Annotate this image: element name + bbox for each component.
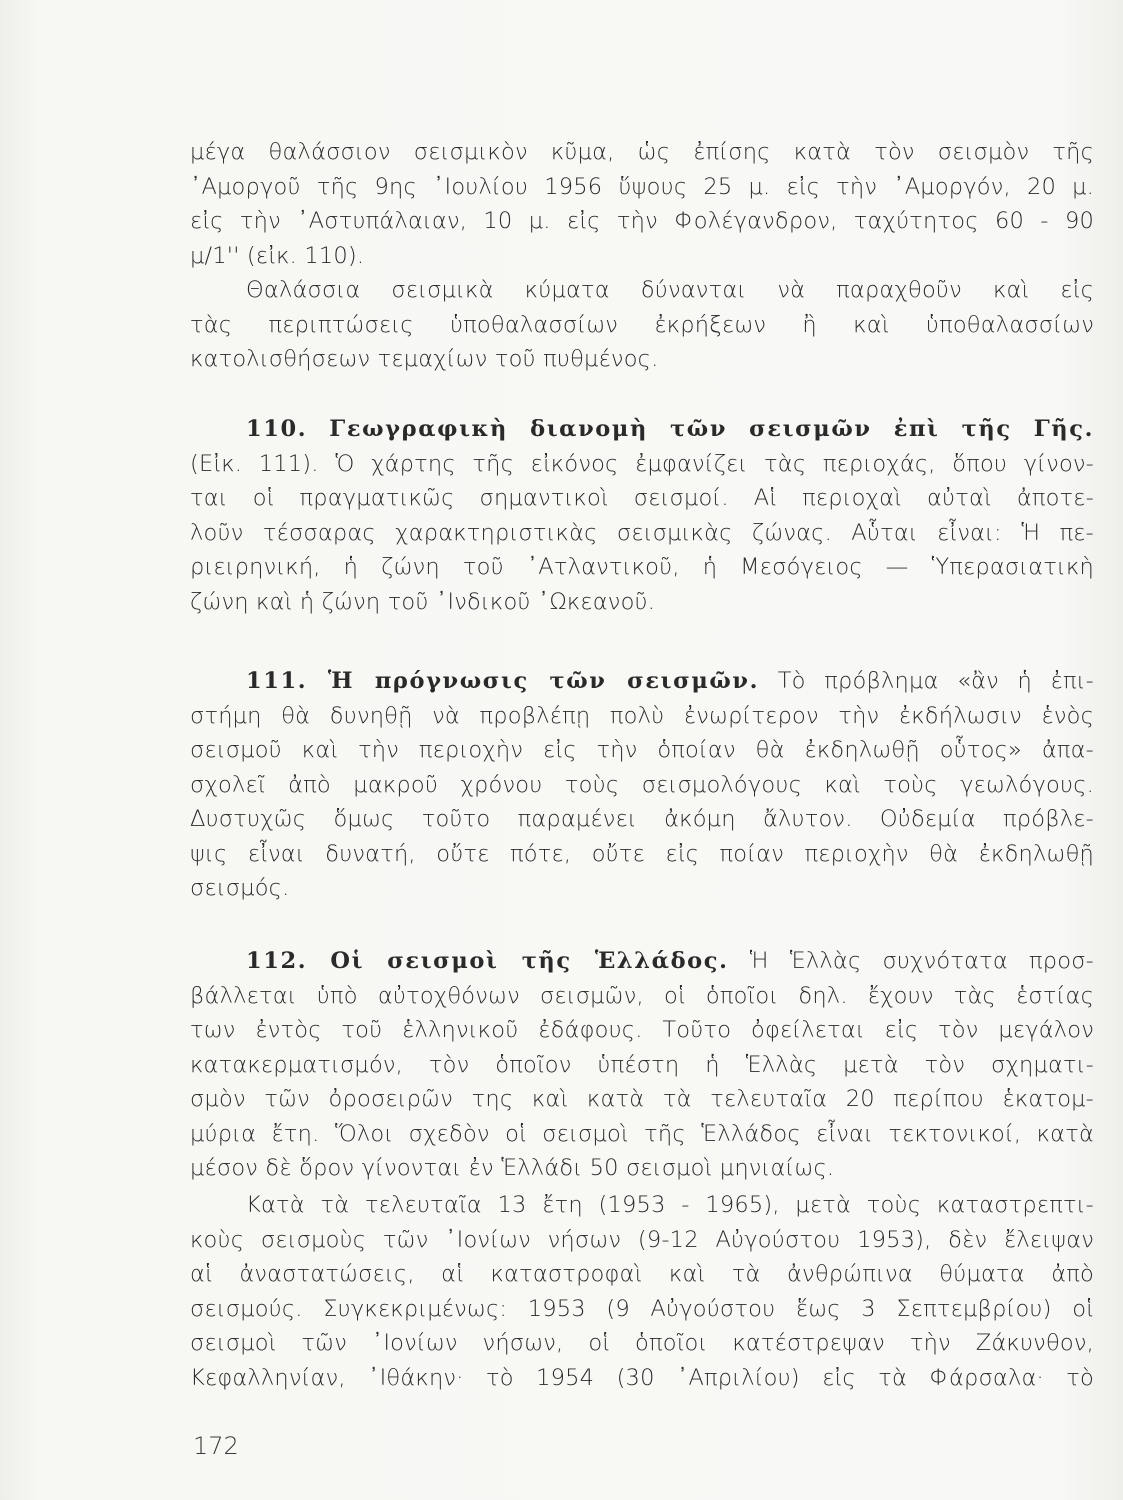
text-line: ριειρηνική, ἡ ζώνη τοῦ ᾿Ατλαντικοῦ, ἡ Μεσόγειος — Ὑπερασιατικὴ bbox=[190, 554, 1094, 580]
text-line: μέγα θαλάσσιον σεισμικὸν κῦμα, ὡς ἐπίσης κατὰ τὸν σεισμὸν τῆς bbox=[190, 139, 1094, 165]
section-heading-111: 111. Ἡ πρόγνωσις τῶν σεισμῶν. bbox=[246, 668, 760, 694]
text-line: εἰς τὴν ᾿Αστυπάλαιαν, 10 μ. εἰς τὴν Φολέγανδρον, ταχύτητος 60 - 90 bbox=[190, 208, 1094, 234]
paragraph-submarine-waves bbox=[190, 273, 1094, 377]
text-line: μ/1'' (εἰκ. 110). bbox=[190, 242, 365, 269]
text-line: αἱ ἀναστατώσεις, αἱ καταστροφαὶ καὶ τὰ ἀνθρώπινα θύματα ἀπὸ bbox=[190, 1261, 1094, 1287]
heading-tail-text: Τὸ πρόβλημα «ἂν ἡ ἐπι- bbox=[759, 668, 1094, 694]
page-number: 172 bbox=[193, 1432, 239, 1460]
text-line: κατολισθήσεων τεμαχίων τοῦ πυθμένος. bbox=[190, 346, 659, 372]
text-line: ψις εἶναι δυνατή, οὔτε πότε, οὔτε εἰς ποίαν περιοχὴν θὰ ἐκδηλωθῇ bbox=[190, 840, 1094, 867]
text-line: Δυστυχῶς ὅμως τοῦτο παραμένει ἀκόμη ἄλυτον. Οὐδεμία πρόβλε- bbox=[190, 806, 1094, 832]
text-line: κατακερματισμόν, τὸν ὁποῖον ὑπέστη ἡ Ἑλλὰς μετὰ τὸν σχηματι- bbox=[190, 1051, 1094, 1078]
section-111-earthquake-prediction bbox=[190, 664, 1094, 906]
section-heading-112: 112. Οἱ σεισμοὶ τῆς Ἑλλάδος. bbox=[246, 948, 729, 974]
text-line: σεισμούς. Συγκεκριμένως: 1953 (9 Αὐγούστου ἕως 3 Σεπτεμβρίου) οἱ bbox=[190, 1295, 1094, 1322]
text-line: Κατὰ τὰ τελευταῖα 13 ἔτη (1953 - 1965), μετὰ τοὺς καταστρεπτι- bbox=[246, 1192, 1094, 1218]
text-line bbox=[190, 944, 1094, 979]
text-line: σεισμοῦ καὶ τὴν περιοχὴν εἰς τὴν ὁποίαν θὰ ἐκδηλωθῇ οὗτος» ἀπα- bbox=[190, 737, 1094, 763]
text-line: ζώνη καὶ ἡ ζώνη τοῦ ᾿Ινδικοῦ ᾿Ωκεανοῦ. bbox=[190, 588, 656, 615]
text-line: Κεφαλληνίαν, ᾿Ιθάκην· τὸ 1954 (30 ᾿Απριλίου) εἰς τὰ Φάρσαλα· τὸ bbox=[190, 1364, 1094, 1391]
text-line: κοὺς σεισμοὺς τῶν ᾿Ιονίων νήσων (9-12 Αὐγούστου 1953), δὲν ἔλειψαν bbox=[190, 1226, 1094, 1253]
text-line: στήμη θὰ δυνηθῇ νὰ προβλέπῃ πολὺ ἐνωρίτερον τὴν ἐκδήλωσιν ἑνὸς bbox=[190, 702, 1094, 729]
paragraph-tsunami-amorgos bbox=[190, 135, 1094, 273]
heading-tail-text: Ἡ Ἑλλὰς συχνότατα προσ- bbox=[728, 948, 1094, 974]
paragraph-recent-earthquakes bbox=[190, 1188, 1094, 1395]
text-line: των ἐντὸς τοῦ ἑλληνικοῦ ἐδάφους. Τοῦτο ὀφείλεται εἰς τὸν μεγάλον bbox=[190, 1017, 1094, 1043]
text-line: Θαλάσσια σεισμικὰ κύματα δύνανται νὰ παραχθοῦν καὶ εἰς bbox=[246, 277, 1094, 303]
text-line: βάλλεται ὑπὸ αὐτοχθόνων σεισμῶν, οἱ ὁποῖοι δηλ. ἔχουν τὰς ἑστίας bbox=[190, 982, 1094, 1009]
text-line: (Εἰκ. 111). Ὁ χάρτης τῆς εἰκόνος ἐμφανίζει τὰς περιοχάς, ὅπου γίνον- bbox=[190, 450, 1094, 477]
text-line: λοῦν τέσσαρας χαρακτηριστικὰς σεισμικὰς ζώνας. Αὗται εἶναι: Ἡ πε- bbox=[190, 519, 1094, 546]
text-line bbox=[190, 664, 1094, 699]
section-112-greek-earthquakes bbox=[190, 944, 1094, 1186]
text-line: μύρια ἔτη. Ὅλοι σχεδὸν οἱ σεισμοὶ τῆς Ἑλλάδος εἶναι τεκτονικοί, κατὰ bbox=[190, 1120, 1094, 1147]
text-line: σχολεῖ ἀπὸ μακροῦ χρόνου τοὺς σεισμολόγους καὶ τοὺς γεωλόγους. bbox=[190, 771, 1094, 798]
text-line: μέσον δὲ ὅρον γίνονται ἐν Ἑλλάδι 50 σεισμοὶ μηνιαίως. bbox=[190, 1155, 835, 1181]
text-line: ᾿Αμοργοῦ τῆς 9ης ᾿Ιουλίου 1956 ὕψους 25 μ. εἰς τὴν ᾿Αμοργόν, 20 μ. bbox=[190, 173, 1094, 200]
section-heading-110: 110. Γεωγραφικὴ διανομὴ τῶν σεισμῶν ἐπὶ τῆς Γῆς. bbox=[246, 416, 1094, 442]
text-line: ται οἱ πραγματικῶς σημαντικοὶ σεισμοί. Αἱ περιοχαὶ αὐταὶ ἀποτε- bbox=[190, 485, 1094, 511]
text-line: σεισμός. bbox=[190, 875, 290, 901]
text-line: τὰς περιπτώσεις ὑποθαλασσίων ἐκρήξεων ἢ καὶ ὑποθαλασσίων bbox=[190, 311, 1094, 338]
section-110-geographic-distribution bbox=[190, 412, 1094, 619]
text-line: σεισμοὶ τῶν ᾿Ιονίων νήσων, οἱ ὁποῖοι κατέστρεψαν τὴν Ζάκυνθον, bbox=[190, 1330, 1094, 1356]
text-line: σμὸν τῶν ὀροσειρῶν της καὶ κατὰ τὰ τελευταῖα 20 περίπου ἑκατομ- bbox=[190, 1086, 1094, 1112]
